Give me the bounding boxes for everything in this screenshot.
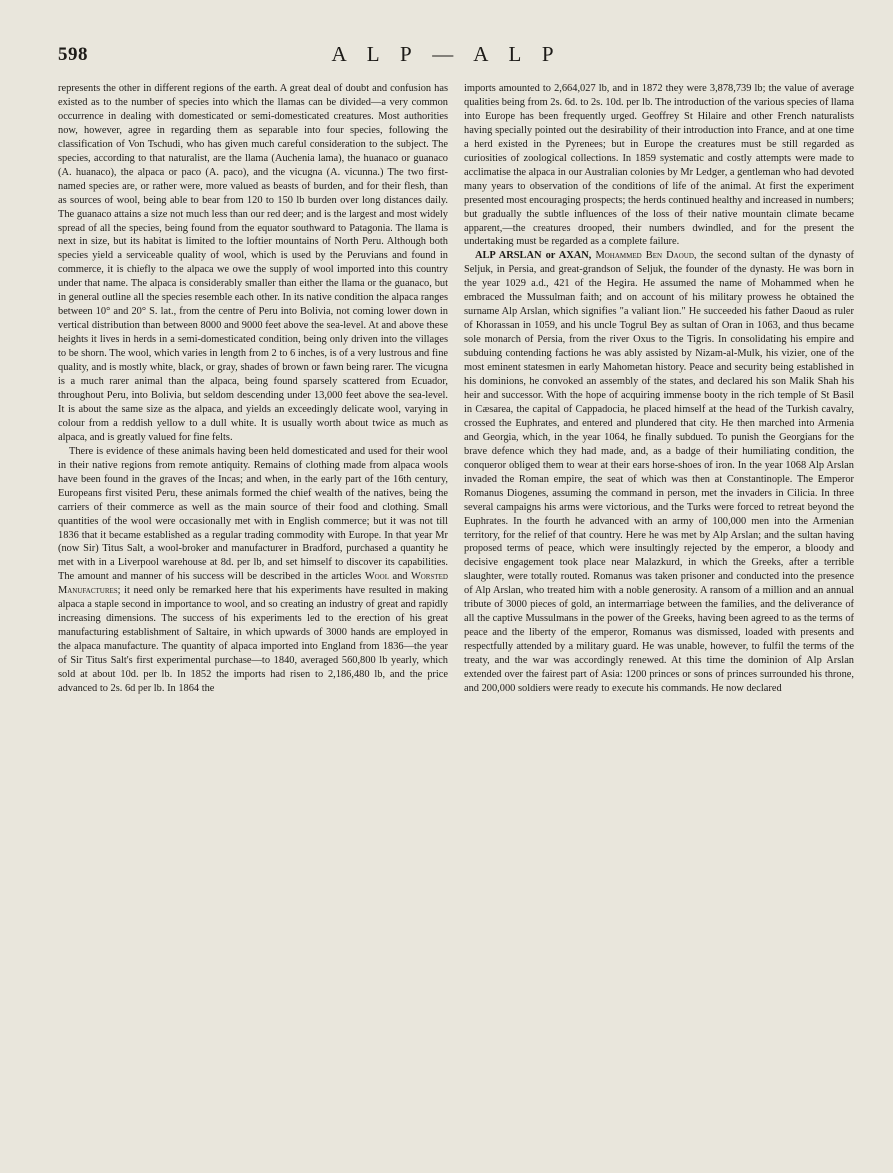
entry-alp-arslan	[464, 249, 854, 696]
cross-reference-wool: Wool	[364, 571, 390, 583]
right-column	[464, 82, 854, 1157]
running-head: A L P — A L P	[331, 42, 562, 66]
entry-headword: ALP ARSLAN or AXAN,	[475, 250, 592, 262]
entry-text: , the second sultan of the dynasty of Seljuk, in Persia, and great-grandson of Seljuk, the founder of the dynasty. He was born in the year 1029 a.d., 421 of the Hegira. He assumed the name of Mohammed when he embraced the Mussulman faith; and on account of his military prowess he obtained the surname Alp Arslan, which signifies "a valiant lion." He succeeded his father Daoud as ruler of Khorassan in 1059, and his uncle Togrul Bey as sultan of Oran in 1063, and thus became sole monarch of Persia, from the river Oxus to the Tigris. In consolidating his empire and subduing contending factions he was ably assisted by Nizam-al-Mulk, his vizier, one of the most eminent statesmen in early Mahometan history. Peace and security being established in his dominions, he convoked an assembly of the states, and declared his son Malik Shah his heir and successor. With the hope of acquiring immense booty in the rich temple of St Basil in Cæsarea, the capital of Cappadocia, he placed himself at the head of the Turkish cavalry, crossed the Euphrates, and entered and plundered that city. He then marched into Armenia and Georgia, which, in the year 1064, he finally subdued. To punish the Georgians for the brave defence which they had made, and, as a badge of their humiliating condition, the conqueror obliged them to wear at their ears horse-shoes of iron. In the year 1068 Alp Arslan invaded the Roman empire, the seat of which was then at Constantinople. The Emperor Romanus Diogenes, assuming the command in person, met the invaders in Cilicia. In three several campaigns his arms were victorious, and the Turks were forced to retreat beyond the Euphrates. In the fourth he advanced with an army of 100,000 men into the Armenian territory, for the relief of that country. Here he was met by Alp Arslan; and the sultan having proposed terms of peace, which were insultingly rejected by the emperor, a bloody and decisive engagement took place near Malazkurd, in which the Greeks, after a terrible slaughter, were totally routed. Romanus was taken prisoner and conducted into the presence of Alp Arslan, who treated him with a noble generosity. A ransom of a million and an annual tribute of 3000 pieces of gold, an intermarriage between the families, and the deliverance of all the captive Mussulmans in the power of the Greeks, having been agreed to as the terms of peace and the liberty of the emperor, Romanus was dismissed, loaded with presents and respectfully attended by a military guard. He was unable, however, to fulfil the terms of the treaty, and the war was accordingly renewed. At this time the dominion of Alp Arslan extended over the fairest part of Asia: 1200 princes or sons of princes surrounded his throne, and 200,000 soldiers were ready to execute his commands. He now declared	[464, 250, 855, 694]
page-number: 598	[58, 44, 88, 65]
paragraph-text: There is evidence of these animals having been held domesticated and used for their wool in their native regions from remote antiquity. Remains of clothing made from alpaca wools have been found in the graves of the Incas; and when, in the early part of the 16th century, Europeans first visited Peru, these animals formed the chief wealth of the natives, being the carriers of their commerce as well as the main source of their food and clothing. Small quantities of the wool were occasionally met with in English commerce; but it was not till 1836 that it became established as a regular trading commodity with Europe. In that year Mr (now Sir) Titus Salt, a wool-broker and manufacturer in Bradford, purchased a quantity he met with in a Liverpool warehouse at 8d. per lb, and set himself to discover its capabilities. The amount and manner of his success will be described in the articles	[58, 445, 448, 583]
text-columns	[58, 82, 854, 1157]
paragraph-llama-species: represents the other in different regions of the earth. A great deal of doubt and confusion has existed as to the number of species into which the llamas can be divided—a very common occurrence in dealing with domesticated or semi-domesticated creatures. Most authorities now, however, agree in regarding them as separable into four species, following the classification of Von Tschudi, who has given much careful consideration to the subject. The species, according to that naturalist, are the llama (Auchenia lama), the huanaco or guanaco (A. huanaco), the alpaca or paco (A. paco), and the vicugna (A. vicunna.) The two first-named species are, or rather were, more valued as beasts of burden, and for their flesh, than as sources of wool, being able to bear from 120 to 150 lb burden over long distances daily. The guanaco attains a size not much less than our red deer; and is the largest and most widely spread of all the species, being found from the equator southward to Patagonia. The llama is next in size, but its habitat is limited to the loftier mountains of North Peru. Although both species yield a serviceable quality of wool, which is used by the Peruvians and found in commerce, it is chiefly to the alpaca we owe the supply of wool imported into this country under that name. The alpaca is considerably smaller than either the llama or the guanaco, but in general outline all the species resemble each other. In its native condition the alpaca ranges between 10° and 20° S. lat., from the centre of Peru into Bolivia, not coming lower down in vertical distribution than between 8000 and 9000 feet above the sea-level. At and above these heights it lives in herds in a semi-domesticated condition, being only driven into the villages to be shorn. The wool, which varies in length from 2 to 6 inches, is of a very lustrous and fine quality, and is mostly white, black, or gray, shades of brown or fawn being rarer. The vicugna is a much rarer animal than the alpaca, being found sparsely scattered from Ecuador, throughout Peru, into Bolivia, but seldom descending under 13,000 feet above the sea-level. It is about the same size as the alpaca, and yields an exceedingly delicate wool, varying in colour from a reddish yellow to a dull white. It is usually worth about twice as much as alpaca, and is greatly valued for fine felts.	[58, 83, 448, 443]
paragraph-alpaca-history	[58, 445, 448, 696]
left-column	[58, 82, 448, 1157]
entry-full-name: Mohammed Ben Daoud	[595, 250, 694, 262]
paragraph-alpaca-imports: imports amounted to 2,664,027 lb, and in 1872 they were 3,878,739 lb; the value of average qualities being from 2s. 6d. to 2s. 10d. per lb. The introduction of the various species of llama into Europe has been frequently urged. Geoffrey St Hilaire and other French naturalists having specially pointed out the desirability of their introduction into France, and at one time a herd existed in the Pyrenees; but in Europe the creatures must be still regarded as curiosities of zoological collections. In 1859 systematic and costly attempts were made to acclimatise the alpaca in our Australian colonies by Mr Ledger, a gentleman who had devoted many years to observation of the conditions of life of the animal. At first the experiment presented most encouraging prospects; the herds continued healthy and increased in numbers; but gradually the subtle influences of the loss of their native mountain climate became apparent,—the creatures drooped, their numbers dwindled, and for the present the undertaking must be regarded as a complete failure.	[464, 83, 854, 248]
paragraph-text-continued: ; it need only be remarked here that his experiments have resulted in making alpaca a staple second in importance to wool, and so creating an industry of great and rapidly increasing dimensions. The success of his experiments led to the erection of his great manufacturing establishment of Saltaire, in which upwards of 3000 hands are employed in the alpaca manufacture. The quantity of alpaca imported into England from 1836—the year of Sir Titus Salt's first experimental purchase—to 1840, averaged 560,800 lb yearly, which sold at about 10d. per lb. In 1852 the imports had risen to 2,186,480 lb, and the price advanced to 2s. 6d per lb. In 1864 the	[58, 585, 448, 694]
cross-reference-worsted: Worsted Manufactures	[58, 571, 448, 597]
page-header	[58, 36, 835, 72]
conjunction-text: and	[392, 571, 408, 583]
